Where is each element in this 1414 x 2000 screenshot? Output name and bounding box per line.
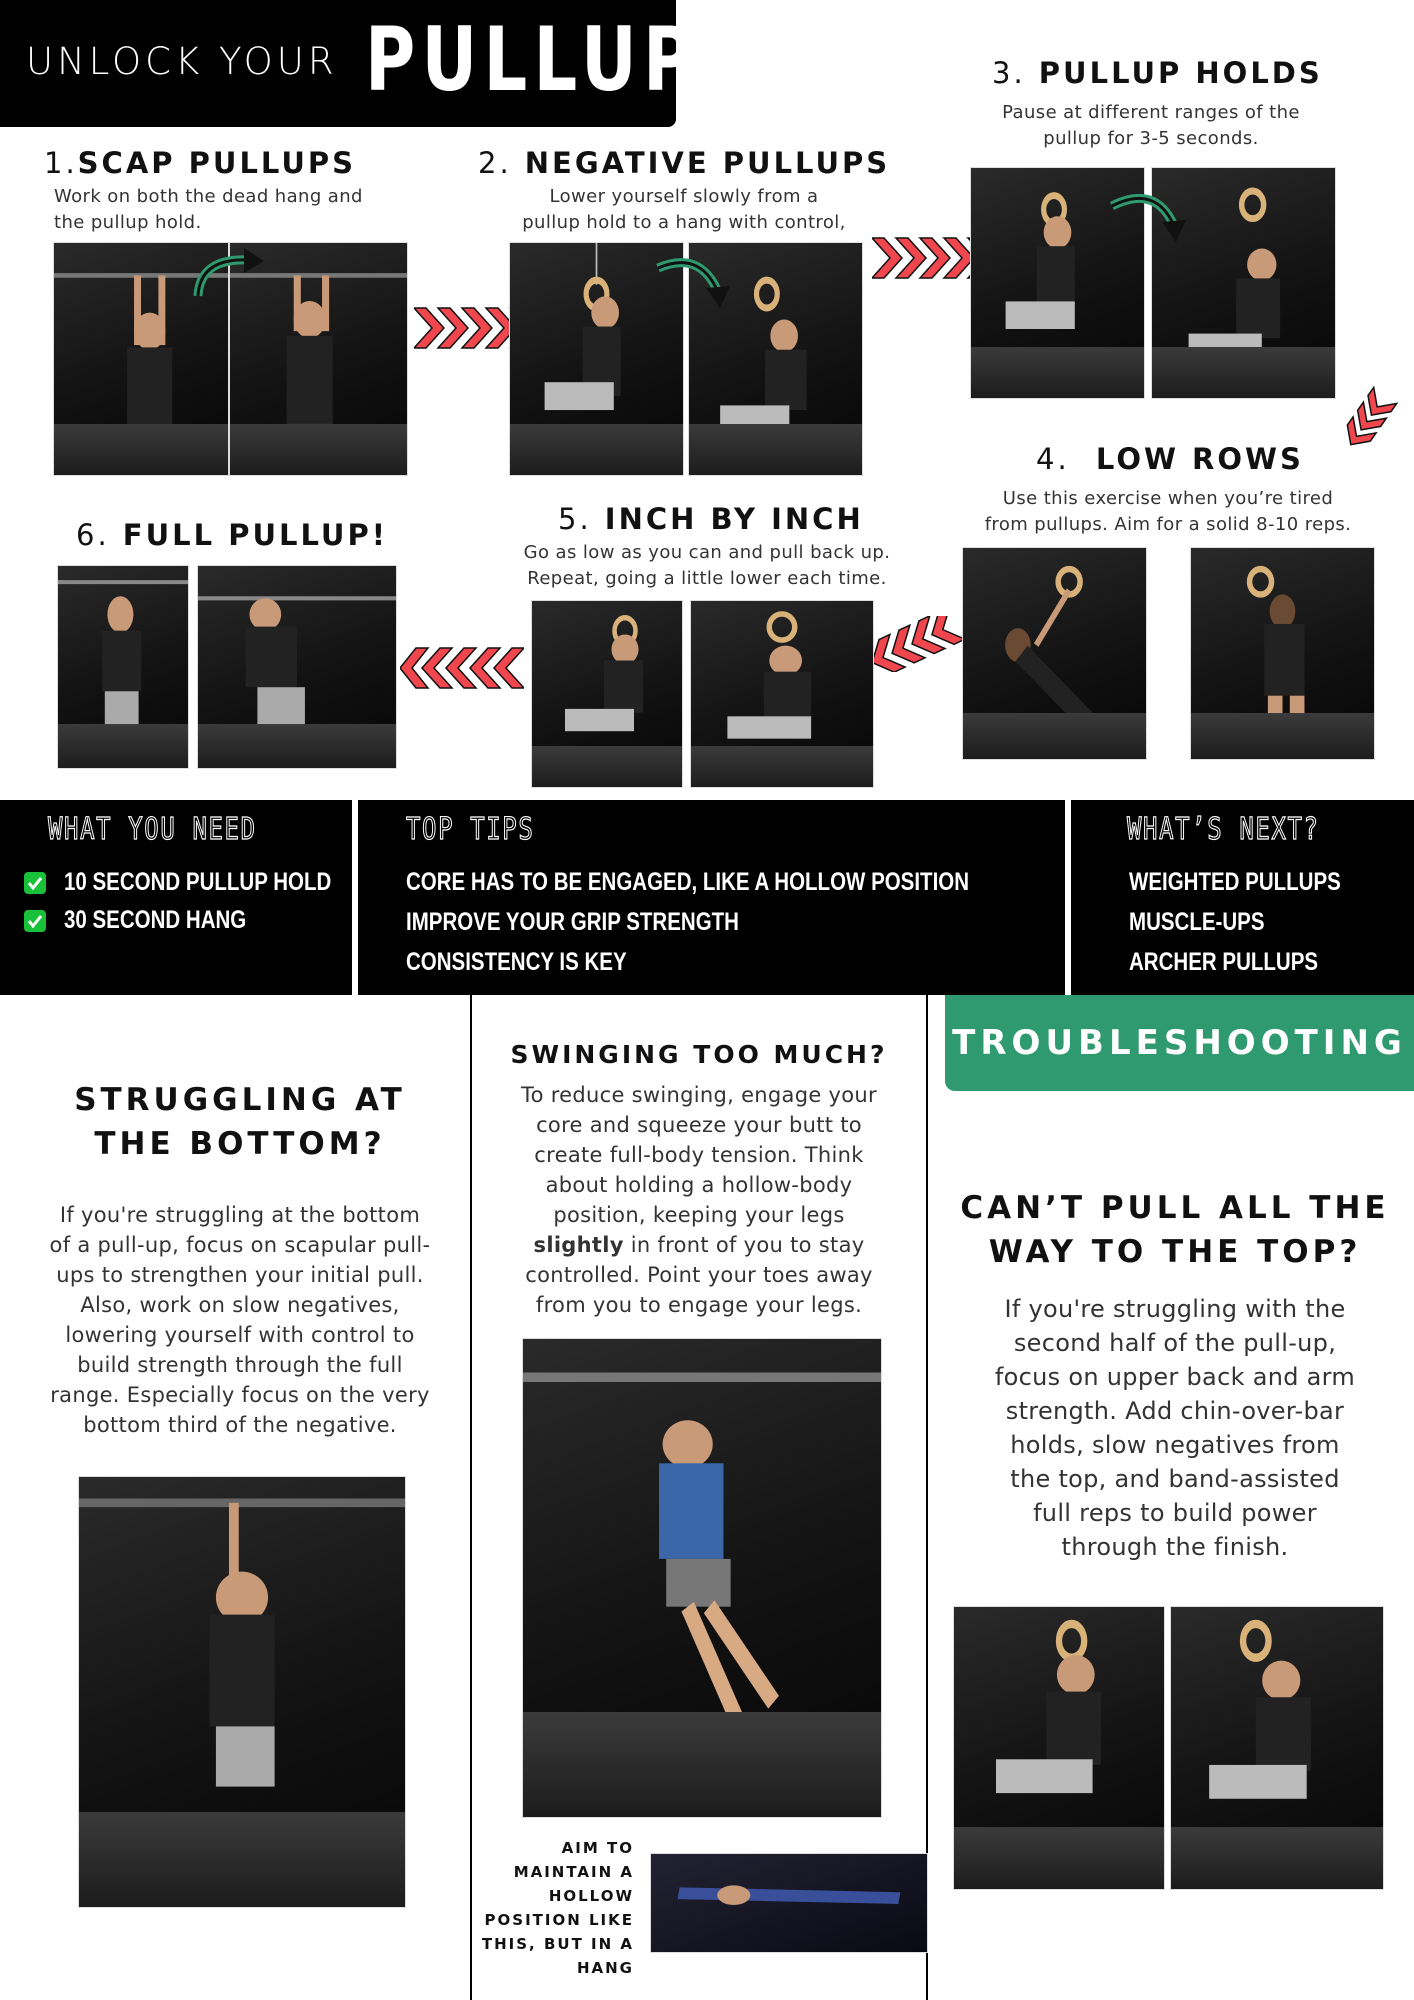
top-photo-a	[953, 1606, 1165, 1890]
para-line: position, keeping your legs	[553, 1203, 845, 1227]
para-line: To reduce swinging, engage your	[521, 1083, 877, 1107]
step-name: NEGATIVE PULLUPS	[524, 146, 891, 180]
hollow-photo	[650, 1853, 928, 1953]
para-line: build strength through the full	[77, 1353, 403, 1377]
para-line: controlled. Point your toes away	[525, 1263, 873, 1287]
swing-photo	[522, 1338, 882, 1818]
para-line: If you're struggling with the	[1004, 1295, 1346, 1323]
checkmark-icon	[24, 872, 46, 894]
desc-line: pullup hold to a hang with control,	[522, 212, 846, 233]
chevron-arrow-icon	[1338, 370, 1398, 470]
curved-arrow-icon	[650, 250, 740, 310]
need-item: 30 SECOND HANG	[64, 906, 247, 934]
para-line: through the finish.	[1061, 1533, 1289, 1561]
para-line: range. Especially focus on the very	[50, 1383, 430, 1407]
desc-line: Lower yourself slowly from a	[549, 186, 819, 207]
title-banner	[0, 0, 700, 127]
caption-line: HOLLOW	[548, 1887, 634, 1905]
step-number: 5.	[558, 502, 592, 536]
para-line: bottom third of the negative.	[83, 1413, 397, 1437]
desc-line: Go as low as you can and pull back up.	[523, 542, 891, 563]
need-title: WHAT YOU NEED	[48, 812, 257, 847]
caption-line: POSITION LIKE	[484, 1911, 634, 1929]
step-name: SCAP PULLUPS	[77, 146, 357, 180]
step-4-photo-a	[962, 547, 1147, 760]
desc-line: from pullups. Aim for a solid 8-10 reps.	[984, 514, 1352, 535]
desc-line: Pause at different ranges of the	[1002, 102, 1300, 123]
step-2-title	[478, 146, 890, 180]
checkmark-icon	[24, 910, 46, 932]
step-4-desc	[960, 486, 1376, 538]
step-4-photo-b	[1190, 547, 1375, 760]
need-item: 10 SECOND PULLUP HOLD	[64, 868, 332, 896]
step-name: INCH BY INCH	[604, 502, 864, 536]
para-line: strength. Add chin-over-bar	[1005, 1397, 1345, 1425]
step-name: LOW ROWS	[1095, 442, 1304, 476]
whats-next-panel	[1071, 800, 1414, 995]
tip-item: CORE HAS TO BE ENGAGED, LIKE A HOLLOW POSITION	[406, 868, 970, 896]
para-line: of a pull-up, focus on scapular pull-	[49, 1233, 431, 1257]
swing-heading: SWINGING TOO MUCH?	[510, 1040, 888, 1069]
para-line: full reps to build power	[1033, 1499, 1317, 1527]
step-number: 3.	[992, 56, 1026, 90]
caption-line: MAINTAIN A	[513, 1863, 634, 1881]
para-line: about holding a hollow-body	[545, 1173, 853, 1197]
bold-word: slightly	[533, 1233, 624, 1257]
para-line: ups to strengthen your initial pull.	[56, 1263, 424, 1287]
step-6-photo-a	[57, 565, 189, 769]
step-3-title	[992, 56, 1323, 90]
swing-paragraph	[474, 1080, 924, 1320]
tip-item: CONSISTENCY IS KEY	[406, 948, 627, 976]
heading-line: THE BOTTOM?	[94, 1126, 386, 1162]
step-3-desc	[970, 100, 1332, 152]
step-1-title	[44, 146, 356, 180]
caption-line: HANG	[576, 1959, 634, 1977]
step-name: PULLUP HOLDS	[1038, 56, 1323, 90]
bottom-photo	[78, 1476, 406, 1908]
para-line: from you to engage your legs.	[535, 1293, 863, 1317]
para-line: lowering yourself with control to	[65, 1323, 415, 1347]
para-line: holds, slow negatives from	[1010, 1431, 1340, 1459]
step-number: 4.	[1036, 442, 1070, 476]
para-fragment: in front of you to stay	[623, 1233, 865, 1257]
troubleshooting-label: TROUBLESHOOTING	[952, 1023, 1407, 1063]
step-5-photo-a	[531, 600, 683, 788]
desc-line: Repeat, going a little lower each time.	[527, 568, 887, 589]
next-item: WEIGHTED PULLUPS	[1129, 868, 1341, 896]
next-item: MUSCLE-UPS	[1129, 908, 1265, 936]
column-divider	[926, 995, 928, 2000]
step-2-desc	[504, 184, 864, 236]
step-4-title	[1036, 442, 1304, 476]
step-5-title	[558, 502, 864, 536]
top-paragraph	[940, 1292, 1410, 1564]
heading-line: STRUGGLING AT	[74, 1082, 406, 1118]
step-6-title	[76, 518, 388, 552]
desc-line: Use this exercise when you’re tired	[1002, 488, 1334, 509]
tips-title: TOP TIPS	[406, 812, 535, 847]
title-big: PULLUP	[365, 8, 700, 111]
para-line: If you're struggling at the bottom	[59, 1203, 421, 1227]
top-tips-panel	[358, 800, 1065, 995]
para-line: Also, work on slow negatives,	[80, 1293, 400, 1317]
bottom-paragraph	[14, 1200, 466, 1440]
bottom-heading	[20, 1078, 460, 1166]
para-line: focus on upper back and arm	[994, 1363, 1356, 1391]
caption-line: THIS, BUT IN A	[481, 1935, 634, 1953]
step-6-photo-b	[197, 565, 397, 769]
top-photo-b	[1170, 1606, 1384, 1890]
step-name: FULL PULLUP!	[122, 518, 388, 552]
para-line: core and squeeze your butt to	[536, 1113, 862, 1137]
hollow-caption	[470, 1836, 634, 1980]
caption-line: AIM TO	[561, 1839, 634, 1857]
desc-line: the pullup hold.	[54, 212, 202, 233]
curved-arrow-icon	[190, 246, 270, 306]
chevron-arrow-icon	[862, 616, 962, 672]
para-line: second half of the pull-up,	[1013, 1329, 1337, 1357]
chevron-arrow-icon	[400, 644, 524, 692]
para-line: create full-body tension. Think	[534, 1143, 864, 1167]
curved-arrow-icon	[1106, 184, 1196, 244]
next-item: ARCHER PULLUPS	[1129, 948, 1319, 976]
desc-line: Work on both the dead hang and	[54, 186, 363, 207]
what-you-need-panel	[0, 800, 352, 995]
step-5-photo-b	[690, 600, 874, 788]
desc-line: pullup for 3-5 seconds.	[1043, 128, 1259, 149]
para-line: the top, and band-assisted	[1010, 1465, 1340, 1493]
heading-line: CAN’T PULL ALL THE	[960, 1190, 1390, 1226]
para-line	[474, 1230, 924, 1260]
top-heading	[940, 1186, 1410, 1274]
step-number: 1.	[44, 146, 78, 180]
troubleshooting-badge	[945, 995, 1414, 1091]
tip-item: IMPROVE YOUR GRIP STRENGTH	[406, 908, 739, 936]
step-number: 6.	[76, 518, 110, 552]
heading-line: WAY TO THE TOP?	[988, 1234, 1362, 1270]
step-5-desc	[498, 540, 916, 592]
step-1-desc	[54, 184, 363, 236]
title-small: UNLOCK YOUR	[26, 40, 338, 83]
next-title: WHAT’S NEXT?	[1127, 812, 1320, 847]
step-number: 2.	[478, 146, 512, 180]
